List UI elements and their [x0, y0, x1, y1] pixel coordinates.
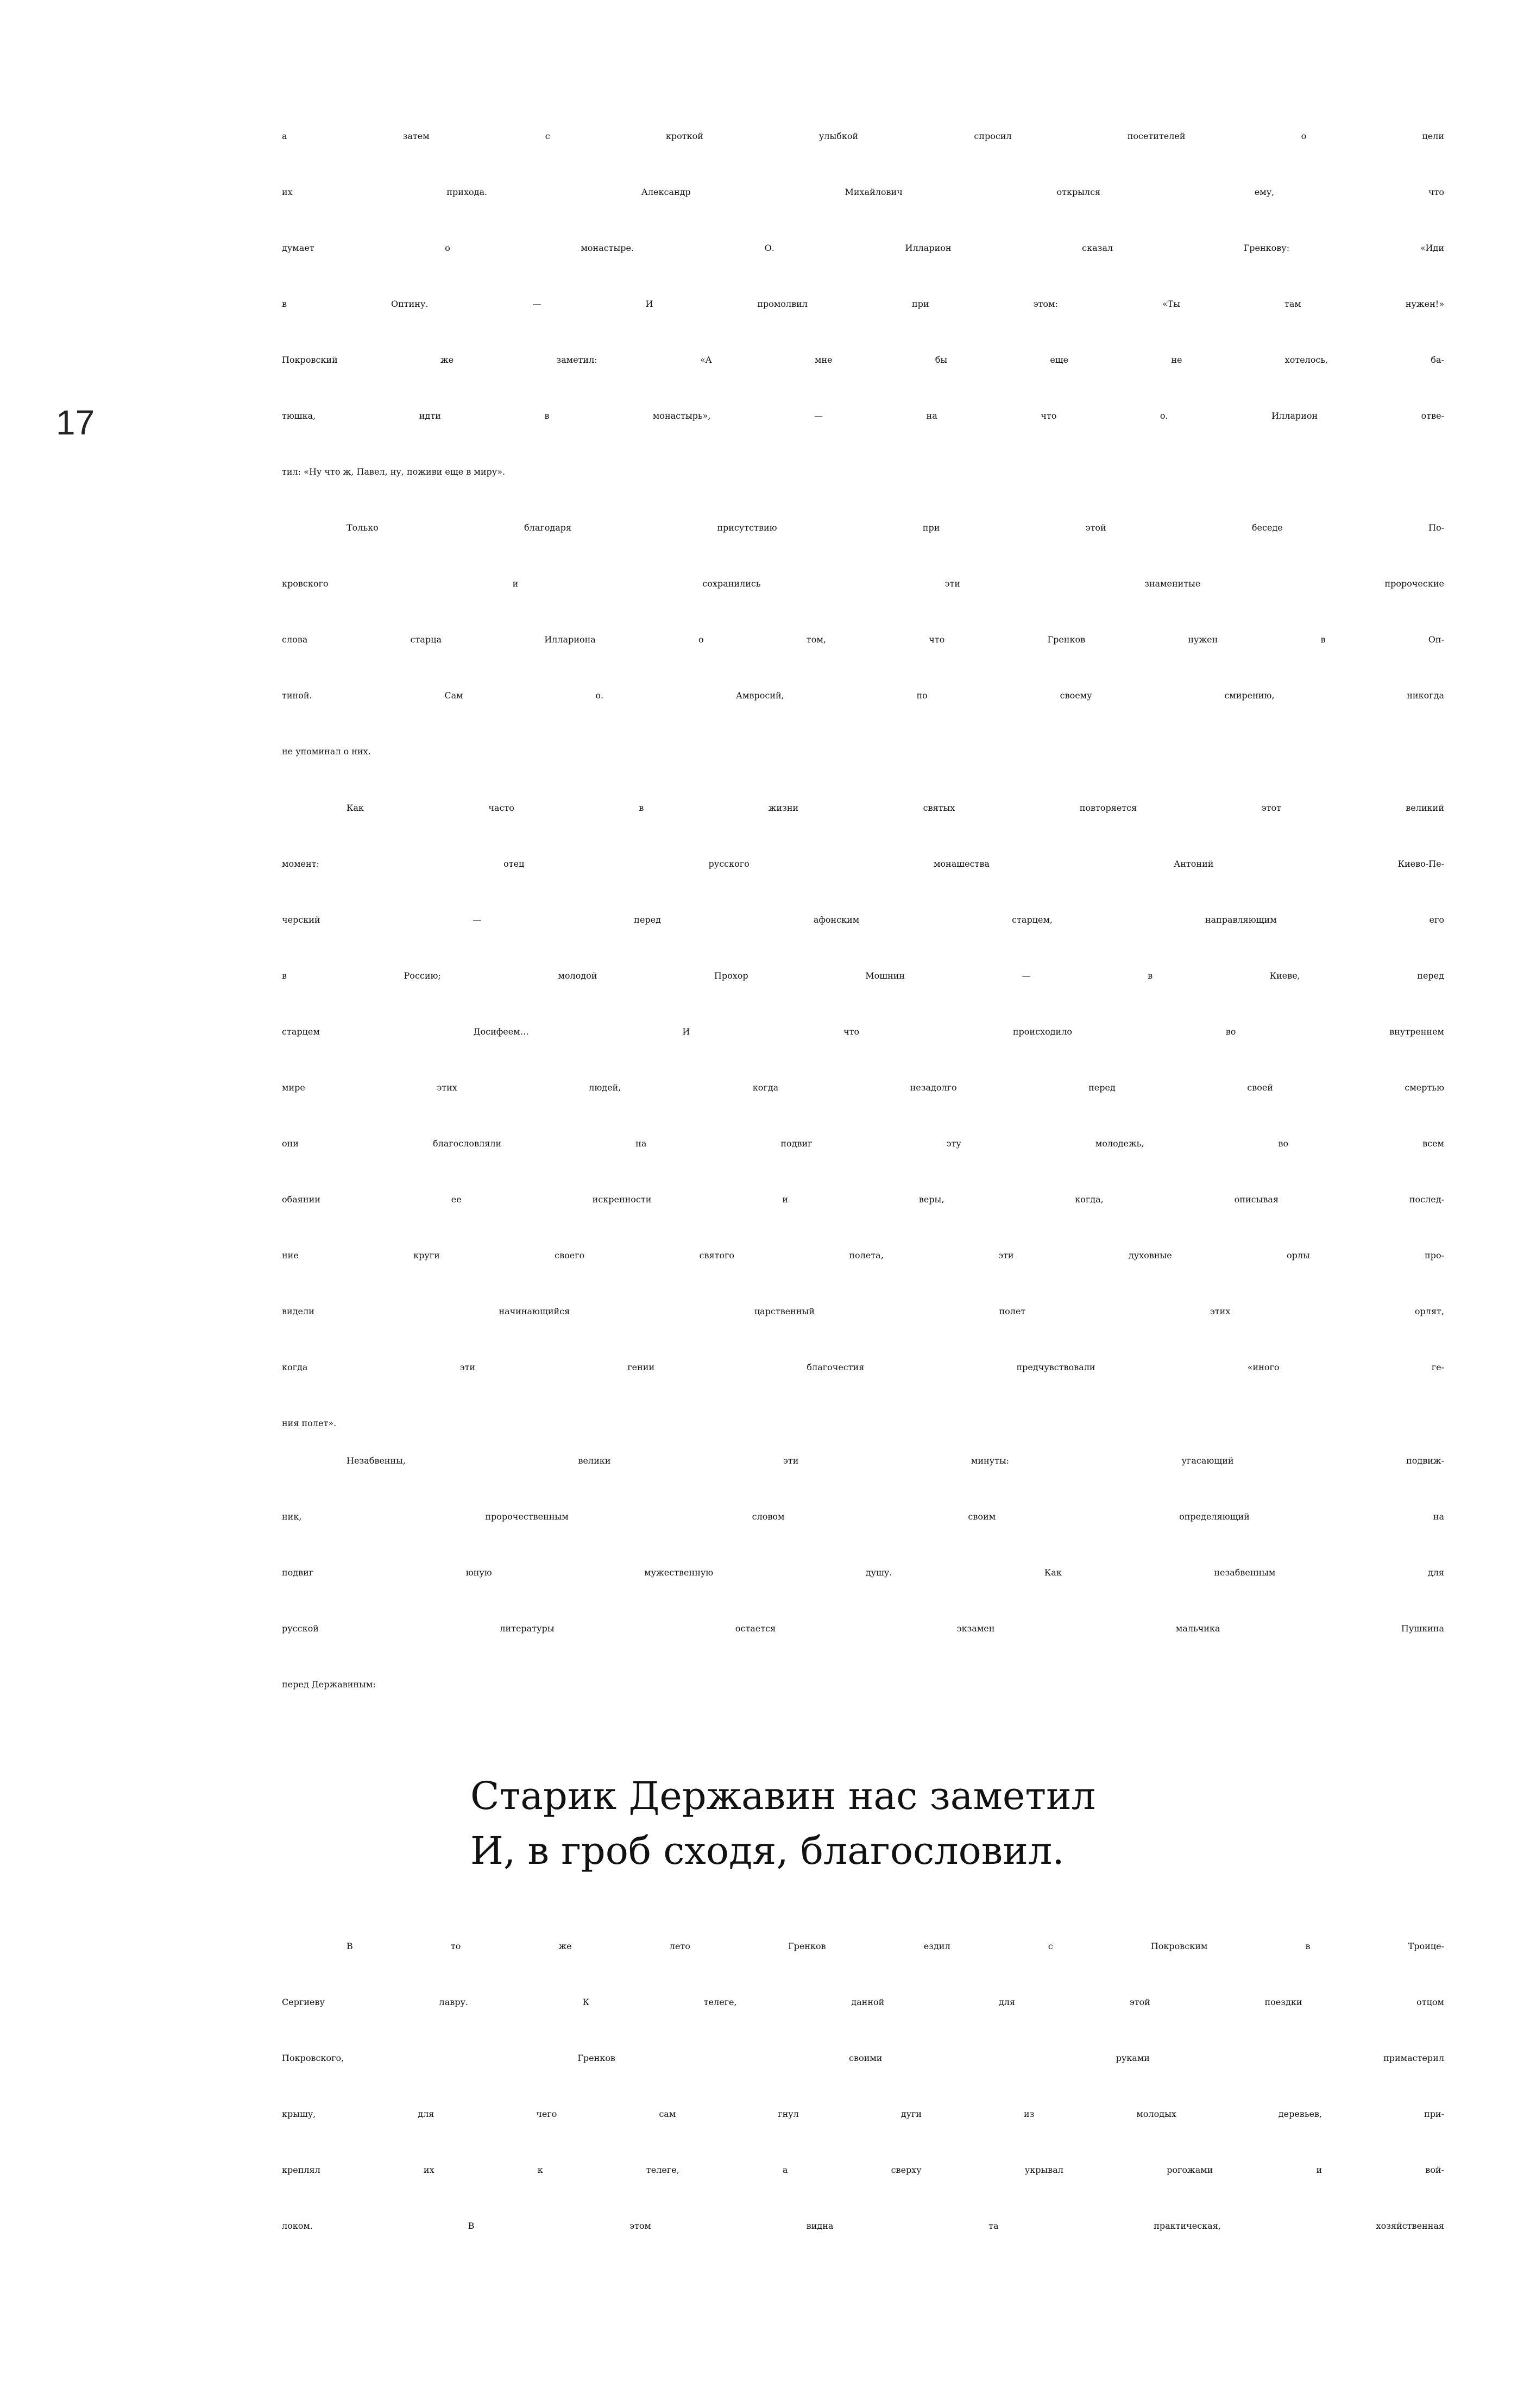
text-line: перед Державиным:	[282, 1679, 376, 1690]
text-line: кровского и сохранились эти знаменитые пророческие	[282, 578, 1444, 589]
text-line: Сергиеву лавру. К телеге, данной для этой поездки отцом	[282, 1997, 1444, 2007]
paragraph	[282, 1941, 1444, 2277]
text-line: В то же лето Гренков ездил с Покровским в Троице-	[347, 1941, 1444, 1951]
text-line: ние круги своего святого полета, эти духовные орлы про-	[282, 1250, 1444, 1260]
text-line: локом. В этом видна та практическая, хозяйственная	[282, 2221, 1444, 2231]
paragraph	[282, 522, 1444, 802]
text-line: тюшка, идти в монастырь», — на что о. Илларион отве-	[282, 411, 1444, 421]
text-line: тил: «Ну что ж, Павел, ну, поживи еще в миру».	[282, 467, 506, 477]
paragraph	[282, 803, 1444, 1474]
text-line: когда эти гении благочестия предчувствовали «иного ге-	[282, 1362, 1444, 1372]
poem-line: Старик Державин нас заметил	[470, 1774, 1096, 1818]
text-line: видели начинающийся царственный полет этих орлят,	[282, 1306, 1444, 1316]
text-line: Покровского, Гренков своими руками примастерил	[282, 2053, 1444, 2063]
text-line: Только благодаря присутствию при этой беседе По-	[347, 522, 1444, 533]
text-line: подвиг юную мужественную душу. Как незабвенным для	[282, 1567, 1444, 1578]
text-line: в Оптину. — И промолвил при этом: «Ты там нужен!»	[282, 299, 1444, 309]
text-line: в Россию; молодой Прохор Мошнин — в Киеве, перед	[282, 970, 1444, 981]
text-line: обаянии ее искренности и веры, когда, описывая послед-	[282, 1194, 1444, 1205]
paragraph	[282, 1455, 1444, 1735]
text-line: старцем Досифеем… И что происходило во внутреннем	[282, 1026, 1444, 1037]
text-line: слова старца Иллариона о том, что Гренков нужен в Оп-	[282, 634, 1444, 645]
text-line: крышу, для чего сам гнул дуги из молодых деревьев, при-	[282, 2109, 1444, 2119]
text-line: Как часто в жизни святых повторяется этот великий	[347, 803, 1444, 813]
text-line: креплял их к телеге, а сверху укрывал рогожами и вой-	[282, 2165, 1444, 2175]
text-line: Покровский же заметил: «А мне бы еще не хотелось, ба-	[282, 355, 1444, 365]
text-line: русской литературы остается экзамен мальчика Пушкина	[282, 1623, 1444, 1634]
text-line: их прихода. Александр Михайлович открылся ему, что	[282, 187, 1444, 197]
page-number: 17	[56, 403, 95, 442]
text-line: думает о монастыре. О. Илларион сказал Гренкову: «Иди	[282, 243, 1444, 253]
poem-quote	[470, 1769, 1095, 1879]
text-line: а затем с кроткой улыбкой спросил посетителей о цели	[282, 131, 1444, 141]
text-line: черский — перед афонским старцем, направляющим его	[282, 915, 1444, 925]
text-line: не упоминал о них.	[282, 746, 371, 757]
text-line: тиной. Сам о. Амвросий, по своему смирению, никогда	[282, 690, 1444, 701]
text-line: ния полет».	[282, 1418, 337, 1428]
text-line: ник, пророчественным словом своим определяющий на	[282, 1511, 1444, 1522]
text-line: они благословляли на подвиг эту молодежь, во всем	[282, 1138, 1444, 1149]
text-line: Незабвенны, велики эти минуты: угасающий подвиж-	[347, 1455, 1444, 1466]
paragraph-continuation	[282, 131, 1444, 522]
poem-line: И, в гроб сходя, благословил.	[470, 1829, 1065, 1873]
text-line: мире этих людей, когда незадолго перед своей смертью	[282, 1082, 1444, 1093]
text-line: момент: отец русского монашества Антоний Киево-Пе-	[282, 859, 1444, 869]
